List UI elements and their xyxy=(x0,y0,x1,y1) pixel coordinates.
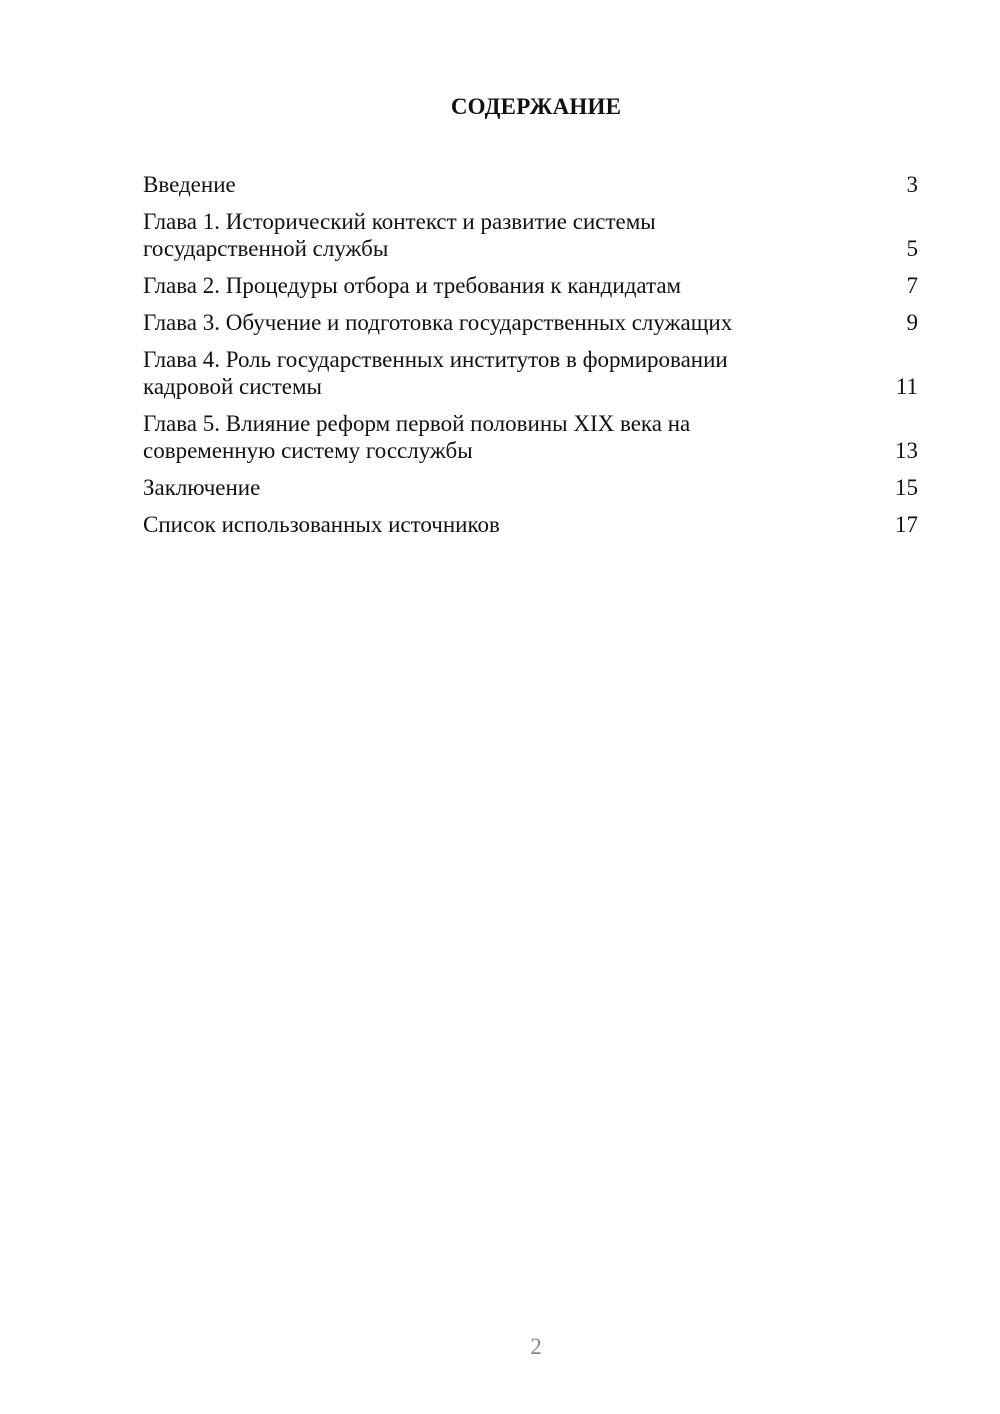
toc-entry-introduction xyxy=(143,171,918,198)
toc-entry-references xyxy=(143,511,918,538)
toc-entry-text: Глава 2. Процедуры отбора и требования к кандидатам xyxy=(143,273,682,298)
toc-title: СОДЕРЖАНИЕ xyxy=(450,94,622,119)
toc-entry-conclusion xyxy=(143,474,918,501)
toc-entry-text: Введение xyxy=(143,172,236,197)
toc-entry-text: Глава 1. Исторический контекст и развитие системы государственной службы xyxy=(143,209,656,261)
toc-entry-page: 13 xyxy=(895,438,918,463)
table-of-contents xyxy=(143,171,918,548)
toc-entry-chapter-5 xyxy=(143,410,918,464)
toc-entry-page: 7 xyxy=(906,273,918,298)
toc-entry-chapter-3 xyxy=(143,309,918,336)
toc-entry-page: 11 xyxy=(895,374,918,399)
toc-entry-chapter-1 xyxy=(143,208,918,262)
toc-entry-page: 5 xyxy=(906,236,918,261)
toc-entry-text: Глава 5. Влияние реформ первой половины XIX века на современную систему госслужбы xyxy=(143,411,691,463)
toc-entry-text: Список использованных источников xyxy=(143,512,500,537)
toc-entry-page: 17 xyxy=(895,512,918,537)
toc-entry-page: 3 xyxy=(906,172,918,197)
toc-entry-text: Глава 4. Роль государственных институтов в формировании кадровой системы xyxy=(143,347,728,399)
toc-entry-page: 15 xyxy=(895,475,918,500)
page-number: 2 xyxy=(530,1334,542,1359)
toc-entry-chapter-4 xyxy=(143,346,918,400)
toc-entry-text: Заключение xyxy=(143,475,261,500)
toc-entry-chapter-2 xyxy=(143,272,918,299)
toc-entry-page: 9 xyxy=(906,310,918,335)
toc-entry-text: Глава 3. Обучение и подготовка государственных служащих xyxy=(143,310,733,335)
